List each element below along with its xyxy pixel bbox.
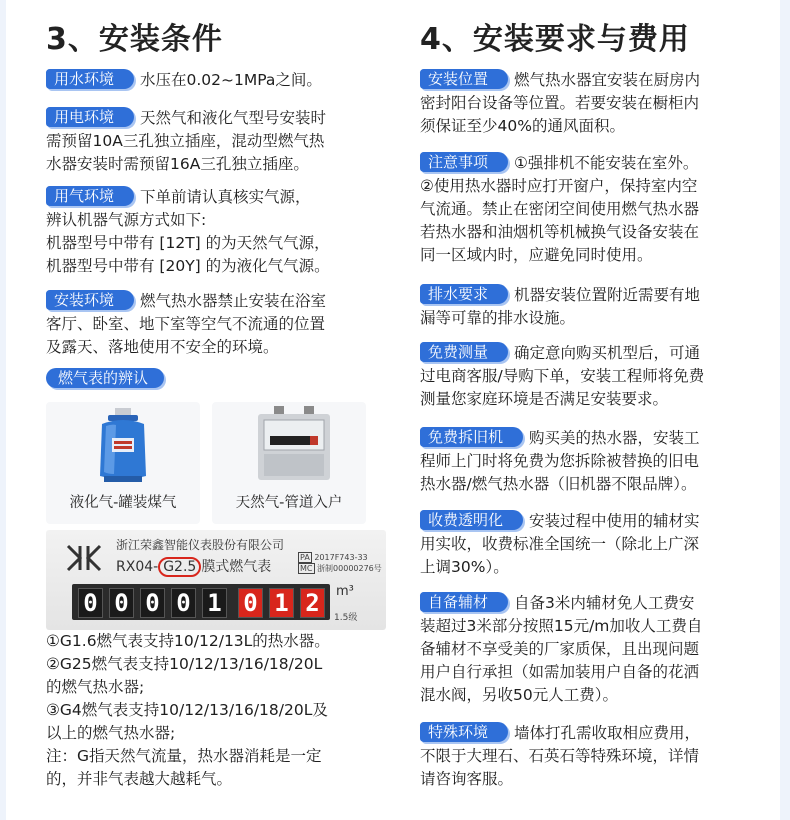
meter-model (116, 556, 271, 576)
counter-digit-red: 0 (238, 588, 263, 618)
power-text-line: 水器安装时需预留16A三孔独立插座。 (46, 155, 309, 173)
fees-tag: 收费透明化 (420, 510, 523, 530)
gas-cylinder-image (46, 402, 200, 492)
special-tag: 特殊环境 (420, 722, 508, 742)
removal-text-line: 购买美的热水器，安装工 (529, 429, 700, 447)
position-text-line: 须保证至少40%的通风面积。 (420, 117, 625, 135)
meter-tag: 燃气表的辨认 (46, 368, 164, 388)
meter-identification-heading (46, 368, 386, 391)
meter-certs (298, 552, 382, 574)
mc-number: 浙制00000276号 (317, 564, 382, 573)
fees-text-line: 安装过程中使用的辅材实 (529, 512, 700, 530)
lpg-card-label: 液化气-罐装煤气 (69, 495, 177, 511)
install-text-line: 客厅、卧室、地下室等空气不流通的位置 (46, 315, 326, 333)
meter-model-circled: G2.5 (158, 557, 201, 577)
gas-meter-image (212, 402, 366, 492)
install-environment (46, 290, 386, 359)
meter-model-suffix: 膜式燃气表 (201, 559, 272, 575)
install-tag: 安装环境 (46, 290, 134, 310)
counter-digit: 1 (202, 588, 227, 618)
transparent-fees (420, 510, 760, 579)
lpg-cylinder-card (46, 402, 200, 524)
materials-text-line: 自备3米内辅材免人工费安 (514, 594, 695, 612)
meter-grade: 1.5级 (334, 613, 358, 623)
meter-company: 浙江荣鑫智能仪表股份有限公司 (116, 538, 285, 552)
materials-text-line: 混水阀，另收50元人工费）。 (420, 686, 618, 704)
note-line: 注：G指天然气流量，热水器消耗是一定 (46, 747, 322, 765)
counter-digit: 0 (171, 588, 196, 618)
meter-unit: m³ (336, 584, 354, 599)
counter-digit: 0 (140, 588, 165, 618)
drain-text-line: 机器安装位置附近需要有地 (514, 286, 701, 304)
self-provided-materials (420, 592, 760, 707)
removal-text-line: 热水器/燃气热水器（旧机器不限品牌）。 (420, 475, 697, 493)
meter-logo (64, 540, 104, 576)
special-text-line: 请咨询客服。 (420, 770, 514, 788)
gas-tag: 用气环境 (46, 186, 134, 206)
measure-text-line: 测量您家庭环境是否满足安装要求。 (420, 390, 669, 408)
pa-mark: PA (300, 553, 310, 562)
page-border-left (0, 0, 6, 820)
water-tag: 用水环境 (46, 69, 134, 89)
install-position (420, 69, 760, 138)
counter-digit: 0 (109, 588, 134, 618)
note-line: 以上的燃气热水器; (46, 724, 176, 742)
natural-gas-card (212, 402, 366, 524)
attention-text-line: ①强排机不能安装在室外。 (514, 154, 699, 172)
materials-tag: 自备辅材 (420, 592, 508, 612)
install-text-line: 及露天、落地使用不安全的环境。 (46, 338, 279, 356)
drain-tag: 排水要求 (420, 284, 508, 304)
counter-digit: 0 (78, 588, 103, 618)
gas-text-line: 机器型号中带有 [12T] 的为天然气气源， (46, 234, 330, 252)
natural-gas-card-label: 天然气-管道入户 (235, 495, 343, 511)
special-text-line: 墙体打孔需收取相应费用， (514, 724, 701, 742)
position-text-line: 燃气热水器宜安装在厨房内 (514, 71, 701, 89)
fees-text-line: 用实收，收费标准全国统一（除北上广深 (420, 535, 700, 553)
power-text-line: 需预留10A三孔独立插座，混动型燃气热 (46, 132, 325, 150)
meter-nameplate-photo (46, 530, 386, 630)
materials-text-line: 备辅材不享受美的厂家质保，且出现问题 (420, 640, 700, 658)
attention-items (420, 152, 760, 267)
note-line: 的燃气热水器; (46, 678, 145, 696)
special-environment (420, 722, 760, 791)
counter-digit-red: 2 (300, 588, 325, 618)
note-line: ③G4燃气表支持10/12/13/16/18/20L及 (46, 701, 328, 719)
counter-digit-red: 1 (269, 588, 294, 618)
install-text-line: 燃气热水器禁止安装在浴室 (140, 292, 327, 310)
drain-text-line: 漏等可靠的排水设施。 (420, 309, 576, 327)
materials-text-line: 用户自行承担（如需加装用户自备的花洒 (420, 663, 700, 681)
free-measurement (420, 342, 760, 411)
gas-text-line: 机器型号中带有 [20Y] 的为液化气气源。 (46, 257, 330, 275)
position-text-line: 密封阳台设备等位置。若要安装在橱柜内 (420, 94, 700, 112)
gas-text-line: 辨认机器气源方式如下: (46, 211, 207, 229)
measure-tag: 免费测量 (420, 342, 508, 362)
attention-text-line: 气流通。禁止在密闭空间使用燃气热水器 (420, 200, 700, 218)
special-text-line: 不限于大理石、石英石等特殊环境，详情 (420, 747, 700, 765)
section-title: 3、安装条件 (46, 22, 223, 57)
power-tag: 用电环境 (46, 107, 134, 127)
note-line: 的，并非气表越大越耗气。 (46, 770, 233, 788)
measure-text-line: 过电商客服/导购下单，安装工程师将免费 (420, 367, 705, 385)
measure-text-line: 确定意向购买机型后，可通 (514, 344, 701, 362)
power-environment (46, 107, 386, 176)
note-line: ②G25燃气表支持10/12/13/16/18/20L (46, 655, 323, 673)
free-old-unit-removal (420, 427, 760, 496)
fees-text-line: 上调30%）。 (420, 558, 509, 576)
meter-notes (46, 630, 386, 791)
mc-mark: MC (300, 564, 313, 573)
gas-text-line: 下单前请认真核实气源， (140, 188, 311, 206)
attention-text-line: 同一区域内时，应避免同时使用。 (420, 246, 653, 264)
removal-text-line: 程师上门时将免费为您拆除被替换的旧电 (420, 452, 700, 470)
note-line: ①G1.6燃气表支持10/12/13L的热水器。 (46, 632, 330, 650)
water-environment (46, 69, 386, 92)
attention-text-line: ②使用热水器时应打开窗户，保持室内空 (420, 177, 698, 195)
position-tag: 安装位置 (420, 69, 508, 89)
section-title: 4、安装要求与费用 (420, 22, 690, 57)
power-text-line: 天然气和液化气型号安装时 (140, 109, 327, 127)
water-text: 水压在0.02~1MPa之间。 (140, 71, 322, 89)
attention-tag: 注意事项 (420, 152, 508, 172)
gas-environment (46, 186, 386, 278)
meter-model-prefix: RX04- (116, 559, 159, 575)
removal-tag: 免费拆旧机 (420, 427, 523, 447)
page-border-right (780, 0, 790, 820)
attention-text-line: 若热水器和油烟机等机械换气设备安装在 (420, 223, 700, 241)
drainage-requirement (420, 284, 760, 330)
materials-text-line: 装超过3米部分按照15元/m加收人工费自 (420, 617, 703, 635)
pa-number: 2017F743-33 (314, 553, 368, 562)
